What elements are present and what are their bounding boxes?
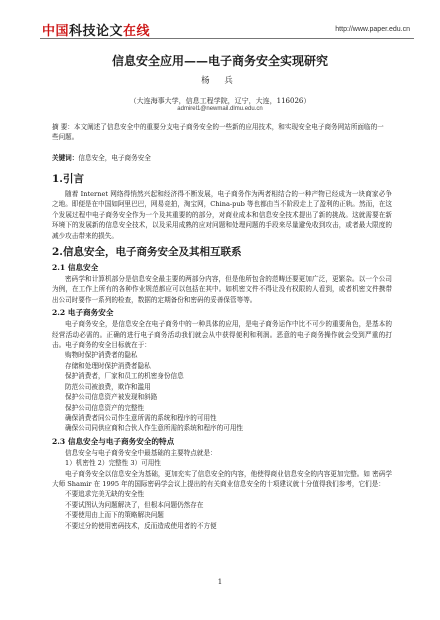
page-number: 1 <box>217 578 223 586</box>
author-affiliation: （大连海事大学，信息工程学院，辽宁，大连，116026） <box>129 97 311 105</box>
list-item: 保护公司信息资产的完整性 <box>65 403 145 412</box>
subsection-2-3-paragraph-2: 1）机密性 2）完整性 3）可用性 <box>65 459 161 468</box>
subsection-2-3-paragraph-3: 电子商务安全以信息安全为基础，更加充实了信息安全的内容，他使得商业信息安全的内容更加完整。如 密码学大师 Shamir 在 1995 年的国际密码学会议上提出的有关商业信息安全的十项建议就十分值得我们参考，它们是： <box>52 469 392 488</box>
section-1-paragraph: 随着 Internet 网络得悄然兴起和经济得不断发展，电子商务作为两者相结合的一种产物已经成为一块商家必争之地。即便是在中国如阿里巴巴，网易竞拍，淘宝网，China-pub 等也都由当不阶段走上了盈利的正轨。然而，在这个发展过程中电子商务安全作为一个及其重要的的部分，对商业成本和信息安全技术提出了新的挑战。这就需要在新环境下的发展新的信息安全技术，以及采用成熟的应对问题和处理问题的手段来尽量避免收到攻击，或者最大限度的减少攻击带来的损失。 <box>52 190 392 240</box>
logo-part-3: 在线 <box>123 24 151 39</box>
paper-body <box>52 168 392 531</box>
keywords-label: 关键词： <box>52 154 79 162</box>
list-item: 保护公司信息资产被发现和斜路 <box>65 393 158 402</box>
keywords-text: 信息安全，电子商务安全 <box>78 154 151 162</box>
list-item: 不要过分的使用密码技术，反而造成使用者的不方便 <box>65 521 217 530</box>
security-goals-list <box>52 350 392 433</box>
keywords <box>52 152 388 162</box>
list-item: 购物时保护消费者的隐私 <box>65 351 138 360</box>
subsection-2-3-paragraph-1: 信息安全与电子商务安全中最基础的主要特点就是： <box>65 448 217 457</box>
shamir-advice-list <box>52 489 392 531</box>
section-heading-1: 1.引言 <box>52 173 84 185</box>
logo-part-1: 中国 <box>42 24 70 39</box>
list-item: 不要追求完美无缺的安全性 <box>65 490 145 499</box>
abstract: 摘 要：本文阐述了信息安全中的重要分支电子商务安全的一些新的应用技术，和实现安全电子商务网站所面临的一些问题。 <box>52 123 384 141</box>
subsection-2-1-paragraph: 密码学和计算机部分是信息安全最主要的两部分内容，但是他所包含的范畴还要更加广泛，更繁杂。以一个公司为例，在工作上所有的各种作业规范都应可以包括在其中。如机密文件不得让没有权限的人看到，或者机密文件携带出公司时要作一系列的检查，数据的定期备份和密码的妥善保管等等。 <box>52 275 392 304</box>
subsection-heading-2-3: 2.3 信息安全与电子商务安全的特点 <box>52 436 175 446</box>
subsection-heading-2-2: 2.2 电子商务安全 <box>52 308 114 318</box>
site-url: http://www.paper.edu.cn <box>335 26 410 33</box>
list-item: 确保公司同供应商和合伙人作生意所需的系统和程序的可用性 <box>65 424 244 433</box>
list-item: 存储和处理时保护消费者隐私 <box>65 361 151 370</box>
list-item: 保护消费者，厂家和员工的机密身份信息 <box>65 372 184 381</box>
logo-part-2: 科技论文 <box>69 24 124 39</box>
paper-author: 杨 兵 <box>201 76 239 86</box>
author-email: admirel1@newmail.dlmu.edu.cn <box>177 106 263 112</box>
header-divider <box>40 38 414 39</box>
list-item: 不要试图认为问题解决了，但根本问题仍然存在 <box>65 500 204 509</box>
site-logo <box>42 20 150 39</box>
subsection-2-2-paragraph: 电子商务安全，是信息安全在电子商务中的一种具体的应用，是电子商务运作中比不可少的重要角色，是基本的经营活动必需的。正确的进行电子商务活动我们就会从中获得便利和利润。恶意的电子商务操作就会受到严重的打击。电子商务的安全目标就在于： <box>52 320 392 350</box>
list-item: 确保消费者同公司作生意所需的系统和程序的可用性 <box>65 413 217 422</box>
list-item: 防范公司被浪费，欺诈和滥用 <box>65 382 151 391</box>
paper-title: 信息安全应用——电子商务安全实现研究 <box>111 54 328 68</box>
section-heading-2: 2.信息安全，电子商务安全及其相互联系 <box>52 246 242 259</box>
page-header <box>0 0 440 42</box>
list-item: 不要使用由上而下的策略解决问题 <box>65 511 164 520</box>
subsection-heading-2-1: 2.1 信息安全 <box>52 263 99 273</box>
